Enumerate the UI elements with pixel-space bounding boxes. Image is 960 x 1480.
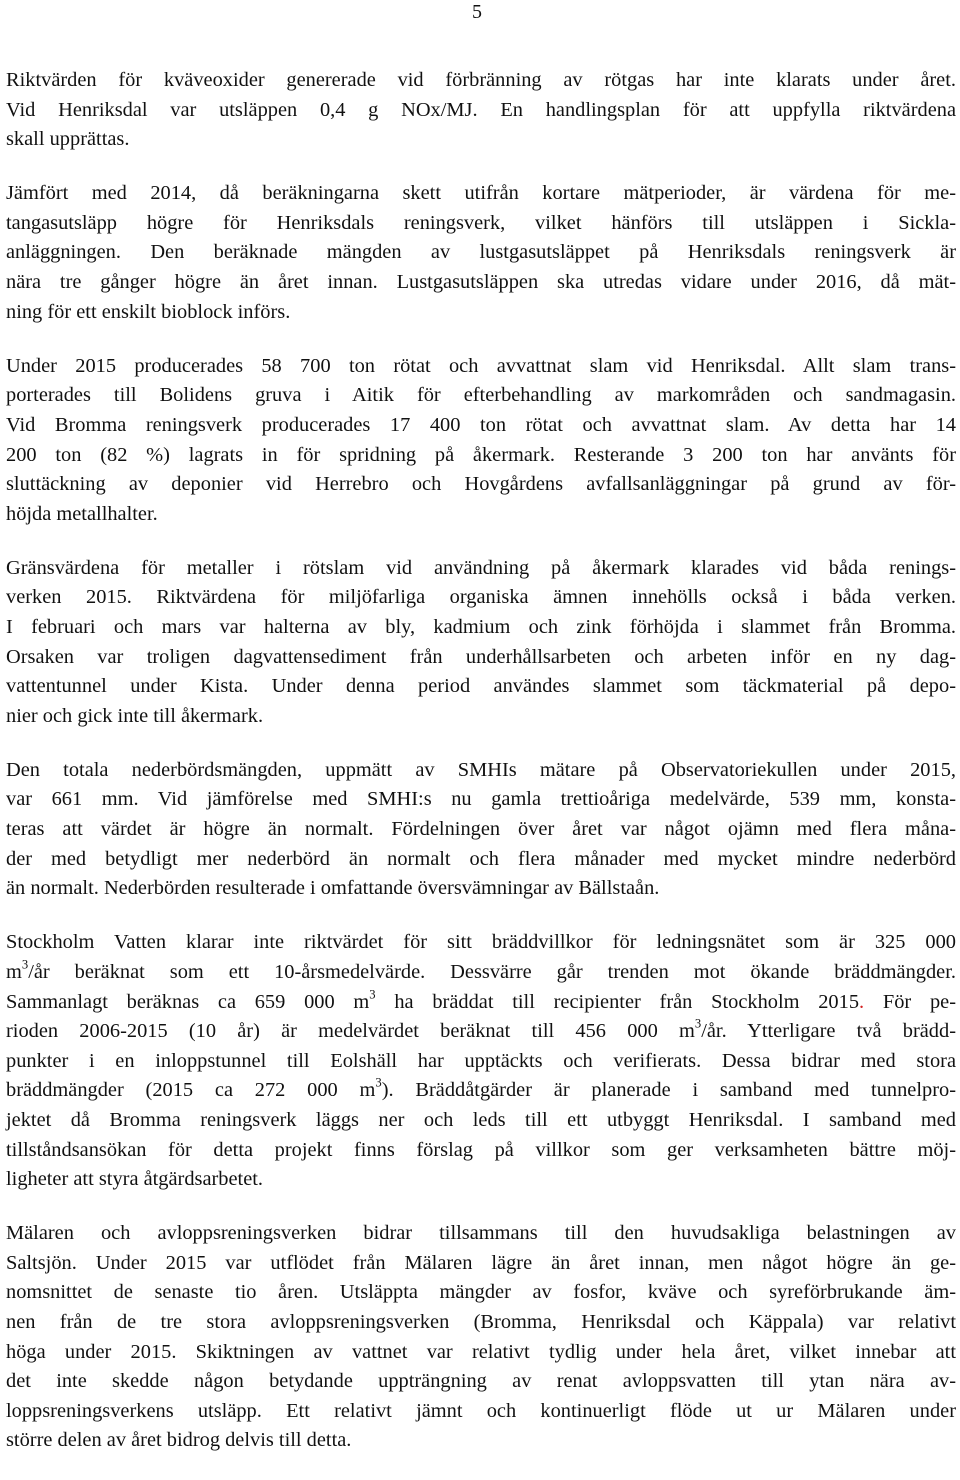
text-line-m3: rioden 2006-2015 (10 år) är medelvärdet beräknat till 456 000 $m^3/år$. Ytterligare två brädd- (6, 1016, 956, 1043)
text-line: än normalt. Nederbörden resulterade i omfattande översvämningar av Bällstaån. (6, 877, 660, 900)
text-line: tangasutsläpp högre för Henriksdals reningsverk, vilket hänförs till utsläppen i Sickla- (6, 211, 956, 234)
text-line: Under 2015 producerades 58 700 ton rötat och avvattnat slam vid Henriksdal. Allt slam trans- (6, 354, 956, 377)
text-line: tillståndsansökan för detta projekt finns förslag på villkor som ger verksamheten bättre möj- (6, 1138, 956, 1161)
text-line: större delen av året bidrog delvis till detta. (6, 1429, 352, 1452)
text-line: Saltsjön. Under 2015 var utflödet från Mälaren lägre än året innan, men något högre än ge- (6, 1251, 956, 1274)
text-line: der med betydligt mer nederbörd än normalt och flera månader med mycket mindre nederbörd (6, 847, 956, 870)
text-line: ning för ett enskilt bioblock införs. (6, 300, 291, 323)
paragraph-nox (6, 66, 956, 155)
text-line: Vid Henriksdal var utsläppen 0,4 g NOx/MJ. En handlingsplan för att uppfylla riktvärdena (6, 98, 956, 121)
text-line: Mälaren och avloppsreningsverken bidrar tillsammans till den huvudsakliga belastningen av (6, 1222, 956, 1245)
text-line-m3: Sammanlagt beräknas ca 659 000 $m^3$ ha bräddat till recipienter från Stockholm 2015. För pe- (6, 987, 956, 1013)
text-line: nära tre gånger högre än året innan. Lustgasutsläppen ska utredas vidare under 2016, då mät- (6, 271, 956, 294)
text-line: porterades till Bolidens gruva i Aitik för efterbehandling av markområden och sandmagasin. (6, 384, 956, 407)
paragraph-malaren (6, 1219, 956, 1456)
text-line: loppsreningsverkens utsläpp. Ett relativt jämnt och kontinuerligt flöde ut ur Mälaren under (6, 1399, 956, 1422)
text-line: nen från de tre stora avloppsreningsverken (Bromma, Henriksdal och Käppala) var relativt (6, 1310, 956, 1333)
text-line: Orsaken var troligen dagvattensediment från underhållsarbeten och arbeten inför en ny dag- (6, 645, 956, 668)
text-line: Den totala nederbördsmängden, uppmätt av SMHIs mätare på Observatoriekullen under 2015, (6, 758, 956, 781)
page-number: 5 (472, 1, 482, 23)
text-line-m3: bräddmängder (2015 ca 272 000 $m^3$). Bräddåtgärder är planerade i samband med tunnelpro- (6, 1075, 956, 1102)
text-line: sluttäckning av deponier vid Herrebro och Hovgårdens avfallsanläggningar på grund av för- (6, 473, 956, 496)
text-line: nier och gick inte till åkermark. (6, 704, 264, 727)
paragraph-metal-limits (6, 554, 956, 732)
text-line: anläggningen. Den beräknade mängden av lustgasutsläppet på Henriksdals reningsverk är (6, 241, 956, 264)
paragraph-precipitation (6, 756, 956, 904)
text-line: punkter i en inloppstunnel till Eolshäll har upptäckts och verifierats. Dessa bidrar med stora (6, 1049, 956, 1072)
paragraph-overflow (6, 928, 956, 1194)
text-line: det inte skedde någon betydande uppträngning av renat avloppsvatten till ytan nära av- (6, 1370, 956, 1393)
text-line: höga under 2015. Skiktningen av vattnet var relativt tydlig under hela året, vilket innebar att (6, 1340, 956, 1363)
paragraph-methane-nitrous (6, 179, 956, 327)
text-line: Riktvärden för kväveoxider genererade vid förbränning av rötgas har inte klarats under året. (6, 69, 956, 91)
text-line: I februari och mars var halterna av bly, kadmium och zink förhöjda i slammet från Bromma. (6, 616, 956, 638)
text-line: nomsnittet de senaste tio åren. Utsläppta mängder av fosfor, kväve och syreförbrukande äm- (6, 1281, 956, 1304)
paragraph-sludge-production (6, 352, 956, 530)
text-line: vattentunnel under Kista. Under denna period användes slammet som täckmaterial på depo- (6, 675, 956, 698)
text-line: teras att värdet är högre än normalt. Fördelningen över året var något ojämn med flera måna- (6, 818, 956, 841)
text-line: 200 ton (82 %) lagrats in för spridning på åkermark. Resterande 3 200 ton har använts för (6, 443, 956, 466)
text-line: var 661 mm. Vid jämförelse med SMHI:s nu gamla trettioåriga medelvärde, 539 mm, konsta- (6, 788, 956, 811)
text-line: Stockholm Vatten klarar inte riktvärdet för sitt bräddvillkor för ledningsnätet som är 325 000 (6, 931, 956, 954)
text-line: ligheter att styra åtgärdsarbetet. (6, 1168, 264, 1191)
text-line: Gränsvärdena för metaller i rötslam vid användning på åkermark klarades vid båda renings- (6, 556, 956, 579)
text-line: jektet då Bromma reningsverk läggs ner och leds till ett utbyggt Henriksdal. I samband med (6, 1108, 956, 1131)
text-line: höjda metallhalter. (6, 502, 158, 525)
text-line: Jämfört med 2014, då beräkningarna skett utifrån kortare mätperioder, är värdena för me- (6, 182, 956, 205)
document-body (6, 66, 956, 1480)
text-line-m3: $m^3/år$ beräknat som ett 10-årsmedelvärde. Dessvärre går trenden mot ökande bräddmängder. (6, 957, 956, 983)
text-line: verken 2015. Riktvärdena för miljöfarliga organiska ämnen innehölls också i båda verken. (6, 586, 956, 609)
text-line: skall upprättas. (6, 128, 130, 151)
text-line: Vid Bromma reningsverk producerades 17 400 ton rötat och avvattnat slam. Av detta har 14 (6, 413, 956, 436)
